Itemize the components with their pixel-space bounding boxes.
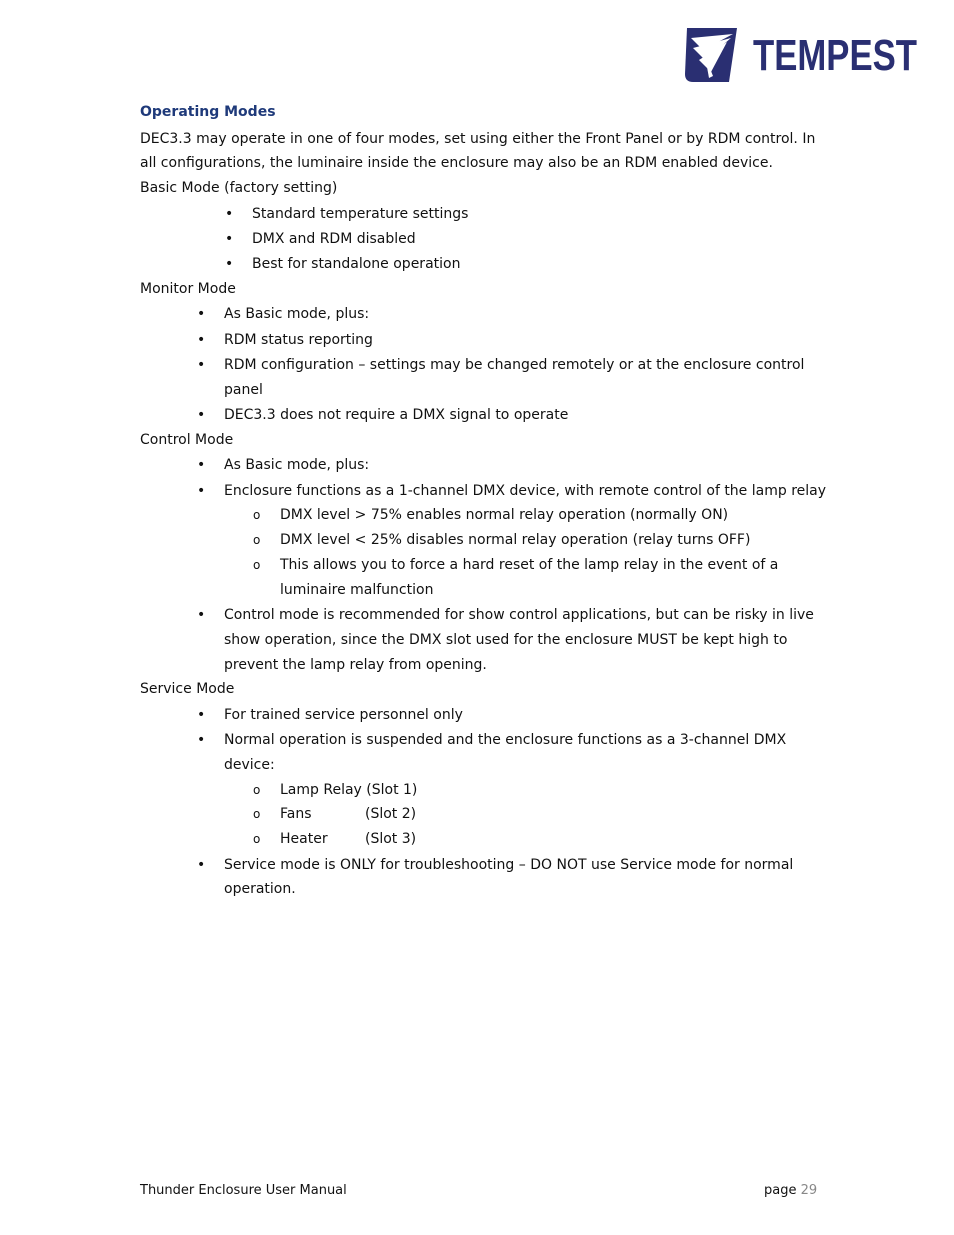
basic-mode-title: Basic Mode (factory setting) [140, 180, 338, 196]
bullet-icon: • [197, 306, 206, 322]
page-label: page [764, 1183, 797, 1198]
footer-title: Thunder Enclosure User Manual [140, 1183, 347, 1198]
intro-line: all configurations, the luminaire inside the enclosure may also be an RDM enabled device. [140, 155, 773, 171]
list-item: RDM status reporting [224, 332, 373, 348]
bullet-icon: • [197, 707, 206, 723]
bullet-icon: • [197, 732, 206, 748]
service-mode-title: Service Mode [140, 681, 235, 697]
list-item: As Basic mode, plus: [224, 306, 370, 322]
footer-page [764, 1183, 817, 1199]
list-item: For trained service personnel only [224, 707, 463, 723]
sub-bullet-icon: o [253, 533, 261, 547]
list-item-continued: panel [224, 382, 263, 398]
bullet-icon: • [225, 256, 234, 272]
brand-name: TEMPEST [753, 31, 918, 80]
monitor-mode-title: Monitor Mode [140, 281, 236, 297]
list-item: As Basic mode, plus: [224, 457, 370, 473]
sub-bullet-icon: o [253, 558, 261, 572]
list-item-continued: prevent the lamp relay from opening. [224, 657, 487, 673]
sub-list-item: DMX level > 75% enables normal relay operation (normally ON) [280, 507, 729, 523]
slot-item-name: Heater [280, 831, 328, 847]
control-mode-title: Control Mode [140, 432, 234, 448]
intro-line: DEC3.3 may operate in one of four modes, set using either the Front Panel or by RDM control. In [140, 131, 816, 147]
tempest-logo-icon [683, 26, 919, 84]
section-heading: Operating Modes [140, 104, 276, 120]
slot-item-number: (Slot 3) [365, 831, 417, 847]
list-item: Control mode is recommended for show control applications, but can be risky in live [224, 607, 814, 623]
sub-bullet-icon: o [253, 807, 261, 821]
sub-list-item: This allows you to force a hard reset of the lamp relay in the event of a [280, 557, 779, 573]
list-item: Normal operation is suspended and the enclosure functions as a 3-channel DMX [224, 732, 787, 748]
bullet-icon: • [197, 857, 206, 873]
sub-list-item: DMX level < 25% disables normal relay operation (relay turns OFF) [280, 532, 751, 548]
bullet-icon: • [197, 457, 206, 473]
list-item: DEC3.3 does not require a DMX signal to operate [224, 407, 569, 423]
list-item-continued: device: [224, 757, 275, 773]
bullet-icon: • [225, 231, 234, 247]
page-number: 29 [800, 1183, 818, 1198]
bullet-icon: • [197, 607, 206, 623]
bullet-icon: • [197, 483, 206, 499]
bullet-icon: • [197, 357, 206, 373]
list-item: Enclosure functions as a 1-channel DMX device, with remote control of the lamp relay [224, 483, 827, 499]
sub-bullet-icon: o [253, 783, 261, 797]
sub-bullet-icon: o [253, 508, 261, 522]
list-item: Service mode is ONLY for troubleshooting – DO NOT use Service mode for normal [224, 857, 794, 873]
sub-list-item-continued: luminaire malfunction [280, 582, 434, 598]
sub-bullet-icon: o [253, 832, 261, 846]
slot-item-name: Lamp Relay (Slot 1) [280, 782, 418, 798]
bullet-icon: • [225, 206, 234, 222]
list-item: Standard temperature settings [252, 206, 469, 222]
list-item: Best for standalone operation [252, 256, 461, 272]
bullet-icon: • [197, 407, 206, 423]
tempest-logo [683, 26, 919, 84]
list-item: DMX and RDM disabled [252, 231, 416, 247]
slot-item-number: (Slot 2) [365, 806, 417, 822]
list-item: RDM configuration – settings may be changed remotely or at the enclosure control [224, 357, 805, 373]
bullet-icon: • [197, 332, 206, 348]
slot-item-name: Fans [280, 806, 312, 822]
list-item-continued: show operation, since the DMX slot used for the enclosure MUST be kept high to [224, 632, 788, 648]
list-item-continued: operation. [224, 881, 296, 897]
